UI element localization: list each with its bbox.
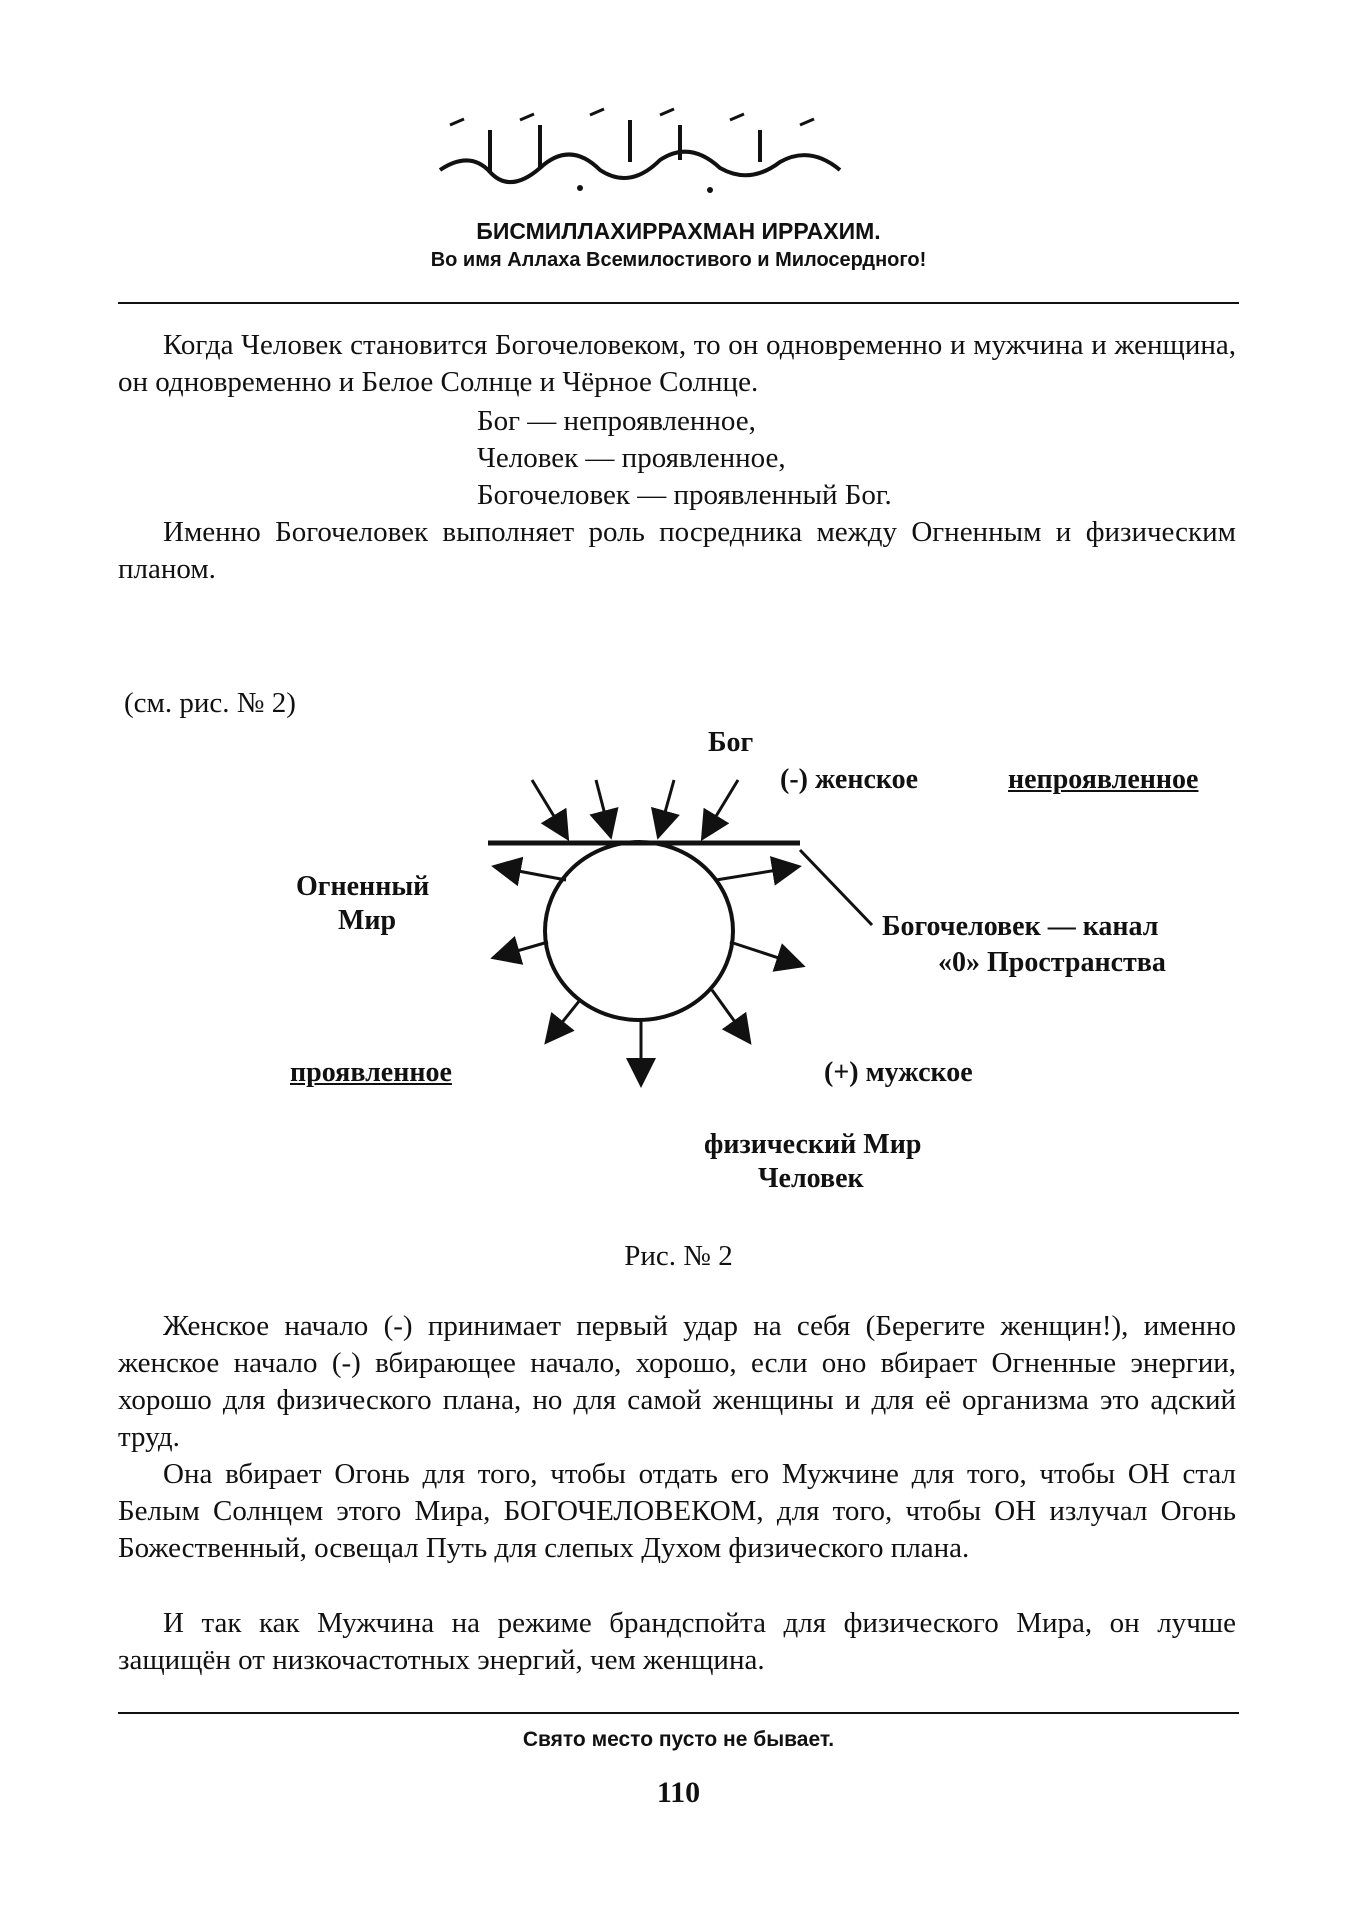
incoming-arrow [704,780,738,836]
incoming-arrow [596,780,610,834]
label-masculine: (+) мужское [824,1057,973,1088]
outgoing-arrow [716,867,796,880]
label-physical-world: физический Мир [704,1129,922,1160]
incoming-arrow [532,780,566,836]
page-number: 110 [656,1776,701,1809]
paragraph-3: Женское начало (-) принимает первый удар на себя (Берегите женщин!), именно женское начало (-) вбирающее начало, хорошо, если оно вбирает Огненные энергии, хорошо для физического плана, но для самой женщины и для её организма это адский труд. [118,1310,1236,1453]
label-fiery-world-1: Огненный [296,871,430,902]
incoming-arrow [659,780,674,834]
figure-reference: (см. рис. № 2) [124,687,296,719]
channel-pointer-line [800,850,872,925]
paragraph-2: Именно Богочеловек выполняет роль посредника между Огненным и физическим планом. [118,516,1236,585]
label-godman-channel: Богочеловек — канал [882,911,1159,942]
paragraph-1: Когда Человек становится Богочеловеком, то он одновременно и мужчина и женщина, он одновременно и Белое Солнце и Чёрное Солнце. [118,329,1236,398]
header-translation: Во имя Аллаха Всемилостивого и Милосердного! [430,249,927,271]
label-man: Человек [758,1163,864,1194]
figure-caption: Рис. № 2 [624,1240,733,1272]
outgoing-arrow [548,1000,580,1040]
outgoing-arrow [497,867,566,880]
outgoing-arrow [496,942,548,957]
header-transliteration: БИСМИЛЛАХИРРАХМАН ИРРАХИМ. [476,218,881,244]
definition-man: Человек — проявленное, [477,442,786,474]
definition-godman: Богочеловек — проявленный Бог. [477,479,892,511]
outgoing-arrow [712,990,748,1040]
label-feminine: (-) женское [780,764,919,795]
footer-motto: Свято место пусто не бывает. [522,1728,835,1751]
definition-god: Бог — непроявленное, [477,405,756,437]
label-manifested: проявленное [290,1057,452,1088]
label-zero-space: «0» Пространства [938,947,1166,978]
label-god: Бог [708,727,754,758]
paragraph-4: Она вбирает Огонь для того, чтобы отдать его Мужчине для того, чтобы ОН стал Белым Солнцем этого Мира, БОГОЧЕЛОВЕКОМ, для того, чтобы ОН излучал Огонь Божественный, освещал Путь для слепых Духом физического плана. [118,1458,1236,1564]
outgoing-arrow [730,942,800,965]
sun-circle [545,842,733,1020]
bottom-rule [118,1712,1239,1714]
label-fiery-world-2: Мир [338,905,397,936]
paragraph-5: И так как Мужчина на режиме брандспойта для физического Мира, он лучше защищён от низкочастотных энергий, чем женщина. [118,1607,1236,1676]
label-unmanifested: непроявленное [1008,764,1199,795]
